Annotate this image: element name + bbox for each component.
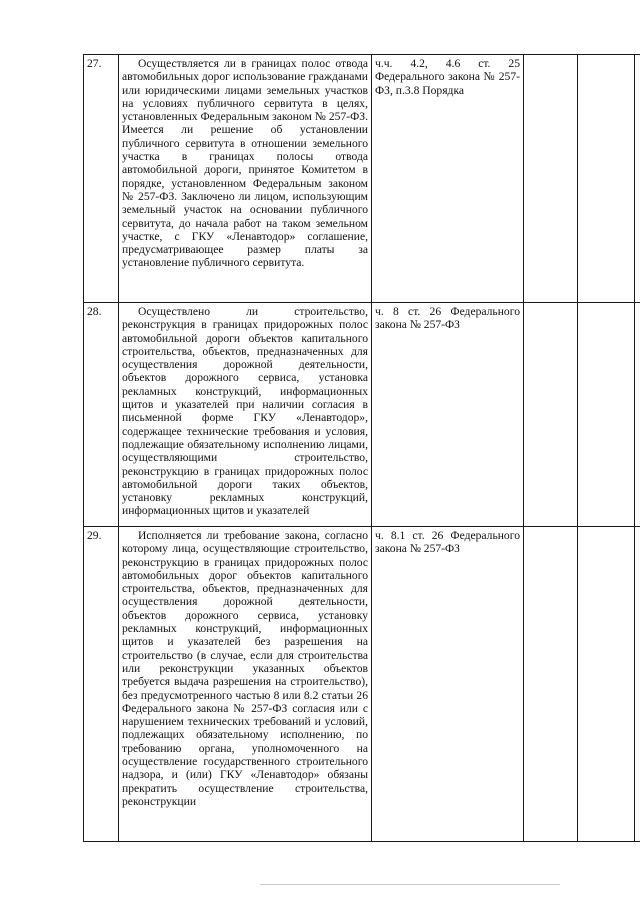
answer-cell-no [578, 527, 635, 842]
row-number: 28. [84, 303, 119, 527]
answer-cell-yes [524, 55, 578, 303]
answer-cell-no [578, 303, 635, 527]
answer-cell-yes [524, 527, 578, 842]
table-row [84, 527, 640, 842]
requirement-text: Осуществляется ли в границах полос отвода автомобильных дорог использование гражданами или юридическими лицами земельных участков на условиях публичного сервитута в целях, установленных Федеральным законом № 257-ФЗ. Имеется ли решение об установлении публичного сервитута в отношении земельного участка в границах полосы отвода автомобильной дороги, принятое Комитетом в порядке, установленном Федеральным законом № 257-ФЗ. Заключено ли лицом, использующим земельный участок на основании публичного сервитута, до начала работ на таком земельном участке, с ГКУ «Ленавтодор» соглашение, предусматривающее размер платы за установление публичного сервитута. [119, 55, 372, 303]
legal-reference: ч.ч. 4.2, 4.6 ст. 25 Федерального закона № 257-ФЗ, п.3.8 Порядка [372, 55, 524, 303]
legal-reference: ч. 8 ст. 26 Федерального закона № 257-ФЗ [372, 303, 524, 527]
answer-cell-yes [524, 303, 578, 527]
answer-cell-na [635, 527, 640, 842]
answer-cell-na [635, 55, 640, 303]
scan-artifact-line [260, 884, 560, 885]
legal-reference: ч. 8.1 ст. 26 Федерального закона № 257-ФЗ [372, 527, 524, 842]
checklist-table [83, 54, 640, 842]
table-row [84, 55, 640, 303]
requirement-text: Осуществлено ли строительство, реконструкция в границах придорожных полос автомобильной дороги объектов капитального строительства, объектов, предназначенных для осуществления дорожной деятельности, объектов дорожного сервиса, установка рекламных конструкций, информационных щитов и указателей при наличии согласия в письменной форме ГКУ «Ленавтодор», содержащее технические требования и условия, подлежащие обязательному исполнению лицами, осуществляющими строительство, реконструкцию в границах придорожных полос автомобильной дороги таких объектов, установку рекламных конструкций, информационных щитов и указателей [119, 303, 372, 527]
row-number: 29. [84, 527, 119, 842]
row-number: 27. [84, 55, 119, 303]
table-row [84, 303, 640, 527]
answer-cell-na [635, 303, 640, 527]
answer-cell-no [578, 55, 635, 303]
requirement-text: Исполняется ли требование закона, согласно которому лица, осуществляющие строительство, реконструкцию в границах придорожных полос автомобильных дорог объектов капитального строительства, объектов, предназначенных для осуществления дорожной деятельности, объектов дорожного сервиса, установку рекламных конструкций, информационных щитов и указателей без разрешения на строительство (в случае, если для строительства или реконструкции указанных объектов требуется выдача разрешения на строительство), без предусмотренного частью 8 или 8.2 статьи 26 Федерального закона № 257-ФЗ согласия или с нарушением технических требований и условий, подлежащих обязательному исполнению, по требованию органа, уполномоченного на осуществление государственного строительного надзора, и (или) ГКУ «Ленавтодор» обязаны прекратить осуществление строительства, реконструкции [119, 527, 372, 842]
